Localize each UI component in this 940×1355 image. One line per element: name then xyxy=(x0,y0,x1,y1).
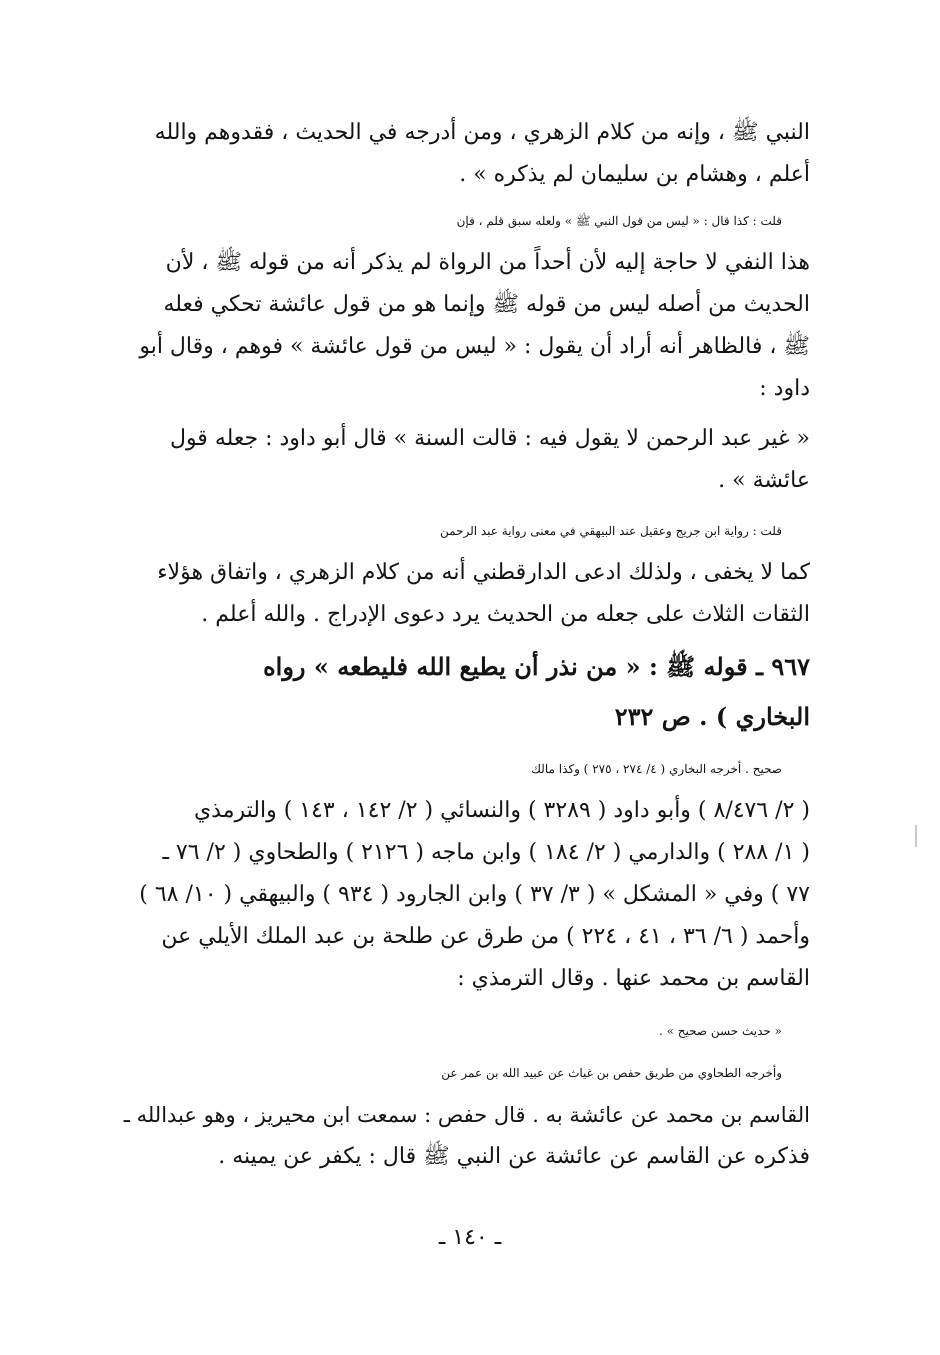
text-line: ﷺ ، فالظاهر أنه أراد أن يقول : « ليس من قول عائشة » فوهم ، وقال أبو xyxy=(139,334,810,359)
paragraph-continuation xyxy=(120,112,810,196)
text-line: قلت : رواية ابن جريج وعقيل عند البيهقي في معنى رواية عبد الرحمن xyxy=(439,524,782,538)
text-line: ( ٢/ ٨/٤٧٦ ) وأبو داود ( ٣٢٨٩ ) والنسائي ( ٢/ ١٤٢ ، ١٤٣ ) والترمذي xyxy=(193,798,810,823)
paragraph-comment xyxy=(120,510,810,636)
paragraph-takhrij xyxy=(120,1052,810,1178)
quote-tirmidhi xyxy=(120,1010,810,1052)
text-line: « غير عبد الرحمن لا يقول فيه : قالت السنة » قال أبو داود : جعله قول xyxy=(169,426,810,451)
text-line: وأخرجه الطحاوي من طريق حفص بن غياث عن عبيد الله بن عمر عن xyxy=(441,1066,782,1080)
text-line: الحديث من أصله ليس من قوله ﷺ وإنما هو من قول عائشة تحكي فعله xyxy=(163,292,810,317)
text-line: ٧٧ ) وفي « المشكل » ( ٣/ ٣٧ ) وابن الجارود ( ٩٣٤ ) والبيهقي ( ١٠/ ٦٨ ) xyxy=(139,882,810,907)
paragraph-takhrij xyxy=(120,748,810,1000)
text-line: أعلم ، وهشام بن سليمان لم يذكره » . xyxy=(459,162,810,187)
quote-abu-dawud xyxy=(120,418,810,502)
text-line: قلت : كذا قال : « ليس من قول النبي ﷺ » ولعله سبق قلم ، فإن xyxy=(456,214,782,228)
page-number: ـ ١٤٠ ـ xyxy=(438,1225,502,1250)
text-line: القاسم بن محمد عن عائشة به . قال حفص : سمعت ابن محيريز ، وهو عبدالله ـ xyxy=(123,1103,810,1127)
hadith-heading xyxy=(120,642,810,742)
text-line: وأحمد ( ٦/ ٣٦ ، ٤١ ، ٢٢٤ ) من طرق عن طلحة بن عبد الملك الأيلي عن xyxy=(161,924,810,949)
text-line: الثقات الثلاث على جعله من الحديث يرد دعوى الإدراج . والله أعلم . xyxy=(201,602,810,627)
text-line: النبي ﷺ ، وإنه من كلام الزهري ، ومن أدرجه في الحديث ، فقدوهم والله xyxy=(154,120,810,145)
text-line: القاسم بن محمد عنها . وقال الترمذي : xyxy=(457,966,810,991)
text-line: كما لا يخفى ، ولذلك ادعى الدارقطني أنه من كلام الزهري ، واتفاق هؤلاء xyxy=(157,560,810,585)
text-line: صحيح . أخرجه البخاري ( ٤/ ٢٧٤ ، ٢٧٥ ) وكذا مالك xyxy=(531,762,782,776)
text-line: البخاري ) . ص ٢٣٢ xyxy=(614,702,810,731)
text-line: عائشة » . xyxy=(718,468,810,493)
text-line: فذكره عن القاسم عن عائشة عن النبي ﷺ قال : يكفر عن يمينه . xyxy=(218,1144,810,1169)
scan-artifact xyxy=(915,825,917,847)
text-line: هذا النفي لا حاجة إليه لأن أحداً من الرواة لم يذكر أنه من قوله ﷺ ، لأن xyxy=(165,250,810,275)
text-line: ٩٦٧ ـ قوله ﷺ : « من نذر أن يطيع الله فليطعه » رواه xyxy=(263,652,810,681)
text-line: « حديث حسن صحيح » . xyxy=(659,1024,782,1038)
paragraph-comment xyxy=(120,200,810,410)
text-line: ( ١/ ٢٨٨ ) والدارمي ( ٢/ ١٨٤ ) وابن ماجه ( ٢١٢٦ ) والطحاوي ( ٢/ ٧٦ ـ xyxy=(162,840,810,865)
text-line: داود : xyxy=(759,376,810,401)
